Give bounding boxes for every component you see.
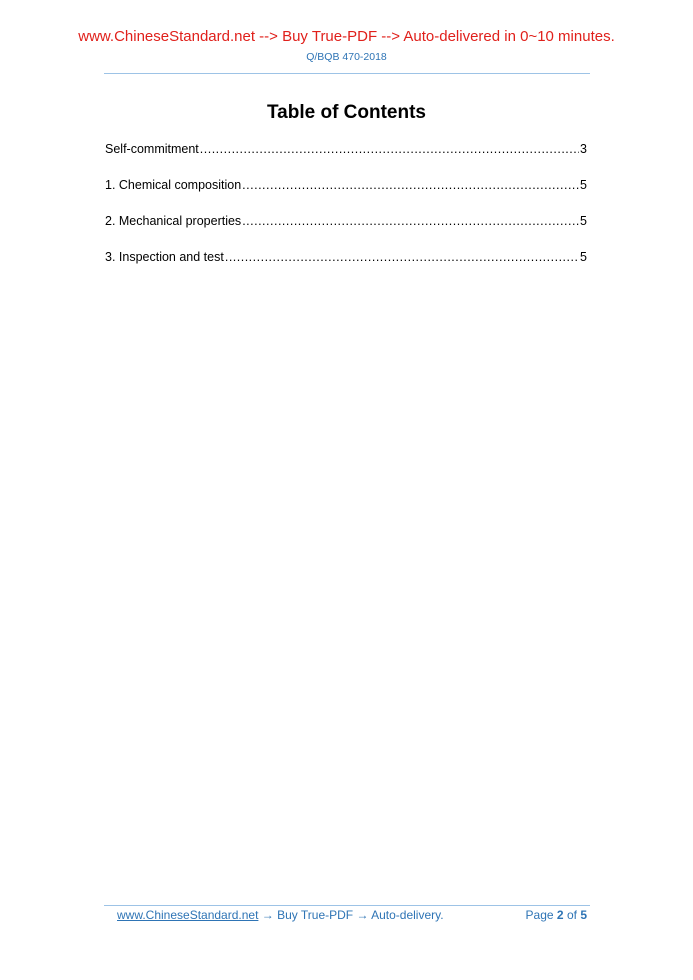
current-page-number: 2 xyxy=(556,908,564,922)
of-word: of xyxy=(566,908,577,922)
toc-entry-mechanical-properties[interactable] xyxy=(105,214,587,250)
toc-entry-page: 5 xyxy=(580,178,587,192)
toc-dot-leader xyxy=(242,214,579,228)
page-footer xyxy=(117,908,587,922)
document-number: Q/BQB 470-2018 xyxy=(306,51,387,63)
toc-dot-leader xyxy=(242,178,579,192)
toc-entry-page: 5 xyxy=(580,250,587,264)
toc-dot-leader xyxy=(225,250,579,264)
total-page-count: 5 xyxy=(580,908,587,922)
toc-entry-page: 5 xyxy=(580,214,587,228)
header-banner: www.ChineseStandard.net --> Buy True-PDF --> Auto-delivered in 0~10 minutes. xyxy=(78,28,615,45)
toc-dot-leader xyxy=(200,142,579,156)
toc-entry-label: Self-commitment xyxy=(105,142,199,156)
toc-title: Table of Contents xyxy=(266,102,427,123)
toc-entry-label: 1. Chemical composition xyxy=(105,178,242,192)
page-indicator xyxy=(526,908,587,922)
toc-entry-label: 2. Mechanical properties xyxy=(105,214,242,228)
toc-entry-inspection-and-test[interactable] xyxy=(105,250,587,286)
header-divider xyxy=(104,73,590,74)
footer-tagline: → Buy True-PDF → Auto-delivery. xyxy=(258,908,444,922)
toc-entry-label: 3. Inspection and test xyxy=(105,250,224,264)
footer-divider xyxy=(104,905,590,906)
toc-entry-self-commitment[interactable] xyxy=(105,142,587,178)
footer-website-link[interactable]: www.ChineseStandard.net xyxy=(117,908,259,922)
toc-entry-chemical-composition[interactable] xyxy=(105,178,587,214)
toc-entry-page: 3 xyxy=(580,142,587,156)
table-of-contents xyxy=(105,142,587,286)
page-word: Page xyxy=(525,908,554,922)
